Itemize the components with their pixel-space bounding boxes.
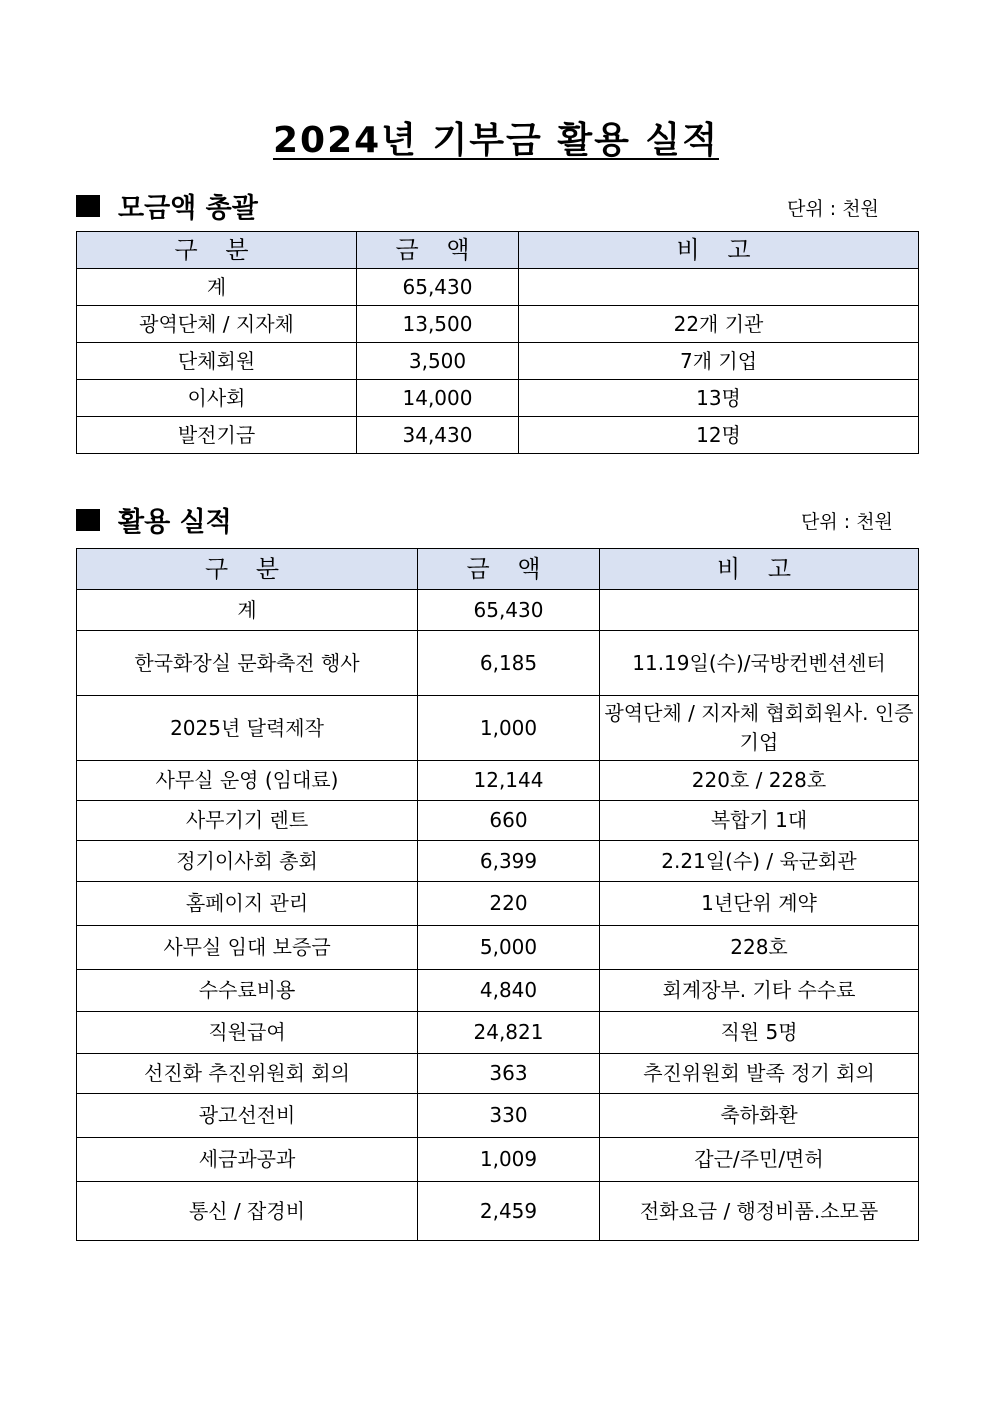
table-row <box>77 970 919 1012</box>
table-row <box>77 417 919 454</box>
cell-category: 한국화장실 문화축전 행사 <box>77 631 418 696</box>
square-bullet-icon <box>76 509 100 531</box>
table-row <box>77 269 919 306</box>
cell-amount: 14,000 <box>357 380 519 417</box>
table-row <box>77 1182 919 1241</box>
cell-category: 직원급여 <box>77 1012 418 1054</box>
cell-category: 사무실 운영 (임대료) <box>77 761 418 801</box>
cell-amount: 363 <box>418 1054 600 1094</box>
cell-amount: 5,000 <box>418 926 600 970</box>
cell-amount: 330 <box>418 1094 600 1138</box>
usage-table <box>76 548 919 1241</box>
cell-category: 사무기기 렌트 <box>77 801 418 841</box>
cell-category: 홈페이지 관리 <box>77 882 418 926</box>
cell-amount: 4,840 <box>418 970 600 1012</box>
header-category: 구 분 <box>77 232 357 269</box>
cell-note: 220호 / 228호 <box>600 761 919 801</box>
table-header-row <box>77 232 919 269</box>
table-row <box>77 1094 919 1138</box>
cell-note: 전화요금 / 행정비품.소모품 <box>600 1182 919 1241</box>
header-amount: 금 액 <box>418 549 600 590</box>
cell-amount: 34,430 <box>357 417 519 454</box>
cell-amount: 24,821 <box>418 1012 600 1054</box>
cell-category: 이사회 <box>77 380 357 417</box>
table-row <box>77 926 919 970</box>
cell-category: 광고선전비 <box>77 1094 418 1138</box>
table-row <box>77 343 919 380</box>
fundraising-table <box>76 231 919 454</box>
cell-note: 직원 5명 <box>600 1012 919 1054</box>
table-header-row <box>77 549 919 590</box>
header-category: 구 분 <box>77 549 418 590</box>
cell-amount: 3,500 <box>357 343 519 380</box>
section-heading-fundraising <box>76 186 258 225</box>
header-note: 비 고 <box>600 549 919 590</box>
cell-note: 7개 기업 <box>519 343 919 380</box>
cell-category: 선진화 추진위원회 회의 <box>77 1054 418 1094</box>
cell-note: 11.19일(수)/국방컨벤션센터 <box>600 631 919 696</box>
table-row <box>77 1138 919 1182</box>
section-heading-usage <box>76 500 232 539</box>
cell-category: 수수료비용 <box>77 970 418 1012</box>
unit-label: 단위 : 천원 <box>801 511 893 533</box>
table-row <box>77 631 919 696</box>
cell-note: 회계장부. 기타 수수료 <box>600 970 919 1012</box>
cell-amount: 6,185 <box>418 631 600 696</box>
cell-note: 1년단위 계약 <box>600 882 919 926</box>
cell-amount: 65,430 <box>357 269 519 306</box>
table-row <box>77 761 919 801</box>
cell-amount: 660 <box>418 801 600 841</box>
cell-amount: 2,459 <box>418 1182 600 1241</box>
page-title-text: 2024년 기부금 활용 실적 <box>272 120 719 161</box>
cell-amount: 13,500 <box>357 306 519 343</box>
cell-category: 사무실 임대 보증금 <box>77 926 418 970</box>
section-heading-text: 모금액 총괄 <box>118 193 258 224</box>
cell-note: 추진위원회 발족 정기 회의 <box>600 1054 919 1094</box>
cell-note: 광역단체 / 지자체 협회회원사. 인증기업 <box>600 696 919 761</box>
cell-category: 광역단체 / 지자체 <box>77 306 357 343</box>
cell-category: 통신 / 잡경비 <box>77 1182 418 1241</box>
cell-note <box>600 590 919 631</box>
cell-category: 2025년 달력제작 <box>77 696 418 761</box>
header-note: 비 고 <box>519 232 919 269</box>
cell-note: 228호 <box>600 926 919 970</box>
cell-category: 단체회원 <box>77 343 357 380</box>
cell-note: 갑근/주민/면허 <box>600 1138 919 1182</box>
cell-category: 세금과공과 <box>77 1138 418 1182</box>
cell-note: 축하화환 <box>600 1094 919 1138</box>
cell-note: 2.21일(수) / 육군회관 <box>600 841 919 882</box>
table-row <box>77 882 919 926</box>
section-heading-text: 활용 실적 <box>118 507 232 538</box>
cell-amount: 6,399 <box>418 841 600 882</box>
table-row <box>77 801 919 841</box>
cell-note: 12명 <box>519 417 919 454</box>
header-amount: 금 액 <box>357 232 519 269</box>
table-row <box>77 1012 919 1054</box>
cell-category: 정기이사회 총회 <box>77 841 418 882</box>
cell-note: 13명 <box>519 380 919 417</box>
table-row <box>77 590 919 631</box>
cell-amount: 12,144 <box>418 761 600 801</box>
cell-amount: 220 <box>418 882 600 926</box>
page-title <box>0 112 992 163</box>
square-bullet-icon <box>76 195 100 217</box>
cell-note: 복합기 1대 <box>600 801 919 841</box>
table-row <box>77 841 919 882</box>
cell-category: 계 <box>77 590 418 631</box>
cell-category: 발전기금 <box>77 417 357 454</box>
cell-amount: 1,009 <box>418 1138 600 1182</box>
cell-note <box>519 269 919 306</box>
cell-note: 22개 기관 <box>519 306 919 343</box>
cell-category: 계 <box>77 269 357 306</box>
cell-amount: 65,430 <box>418 590 600 631</box>
table-row <box>77 380 919 417</box>
table-row <box>77 306 919 343</box>
unit-label: 단위 : 천원 <box>787 198 879 220</box>
table-row <box>77 696 919 761</box>
cell-amount: 1,000 <box>418 696 600 761</box>
table-row <box>77 1054 919 1094</box>
